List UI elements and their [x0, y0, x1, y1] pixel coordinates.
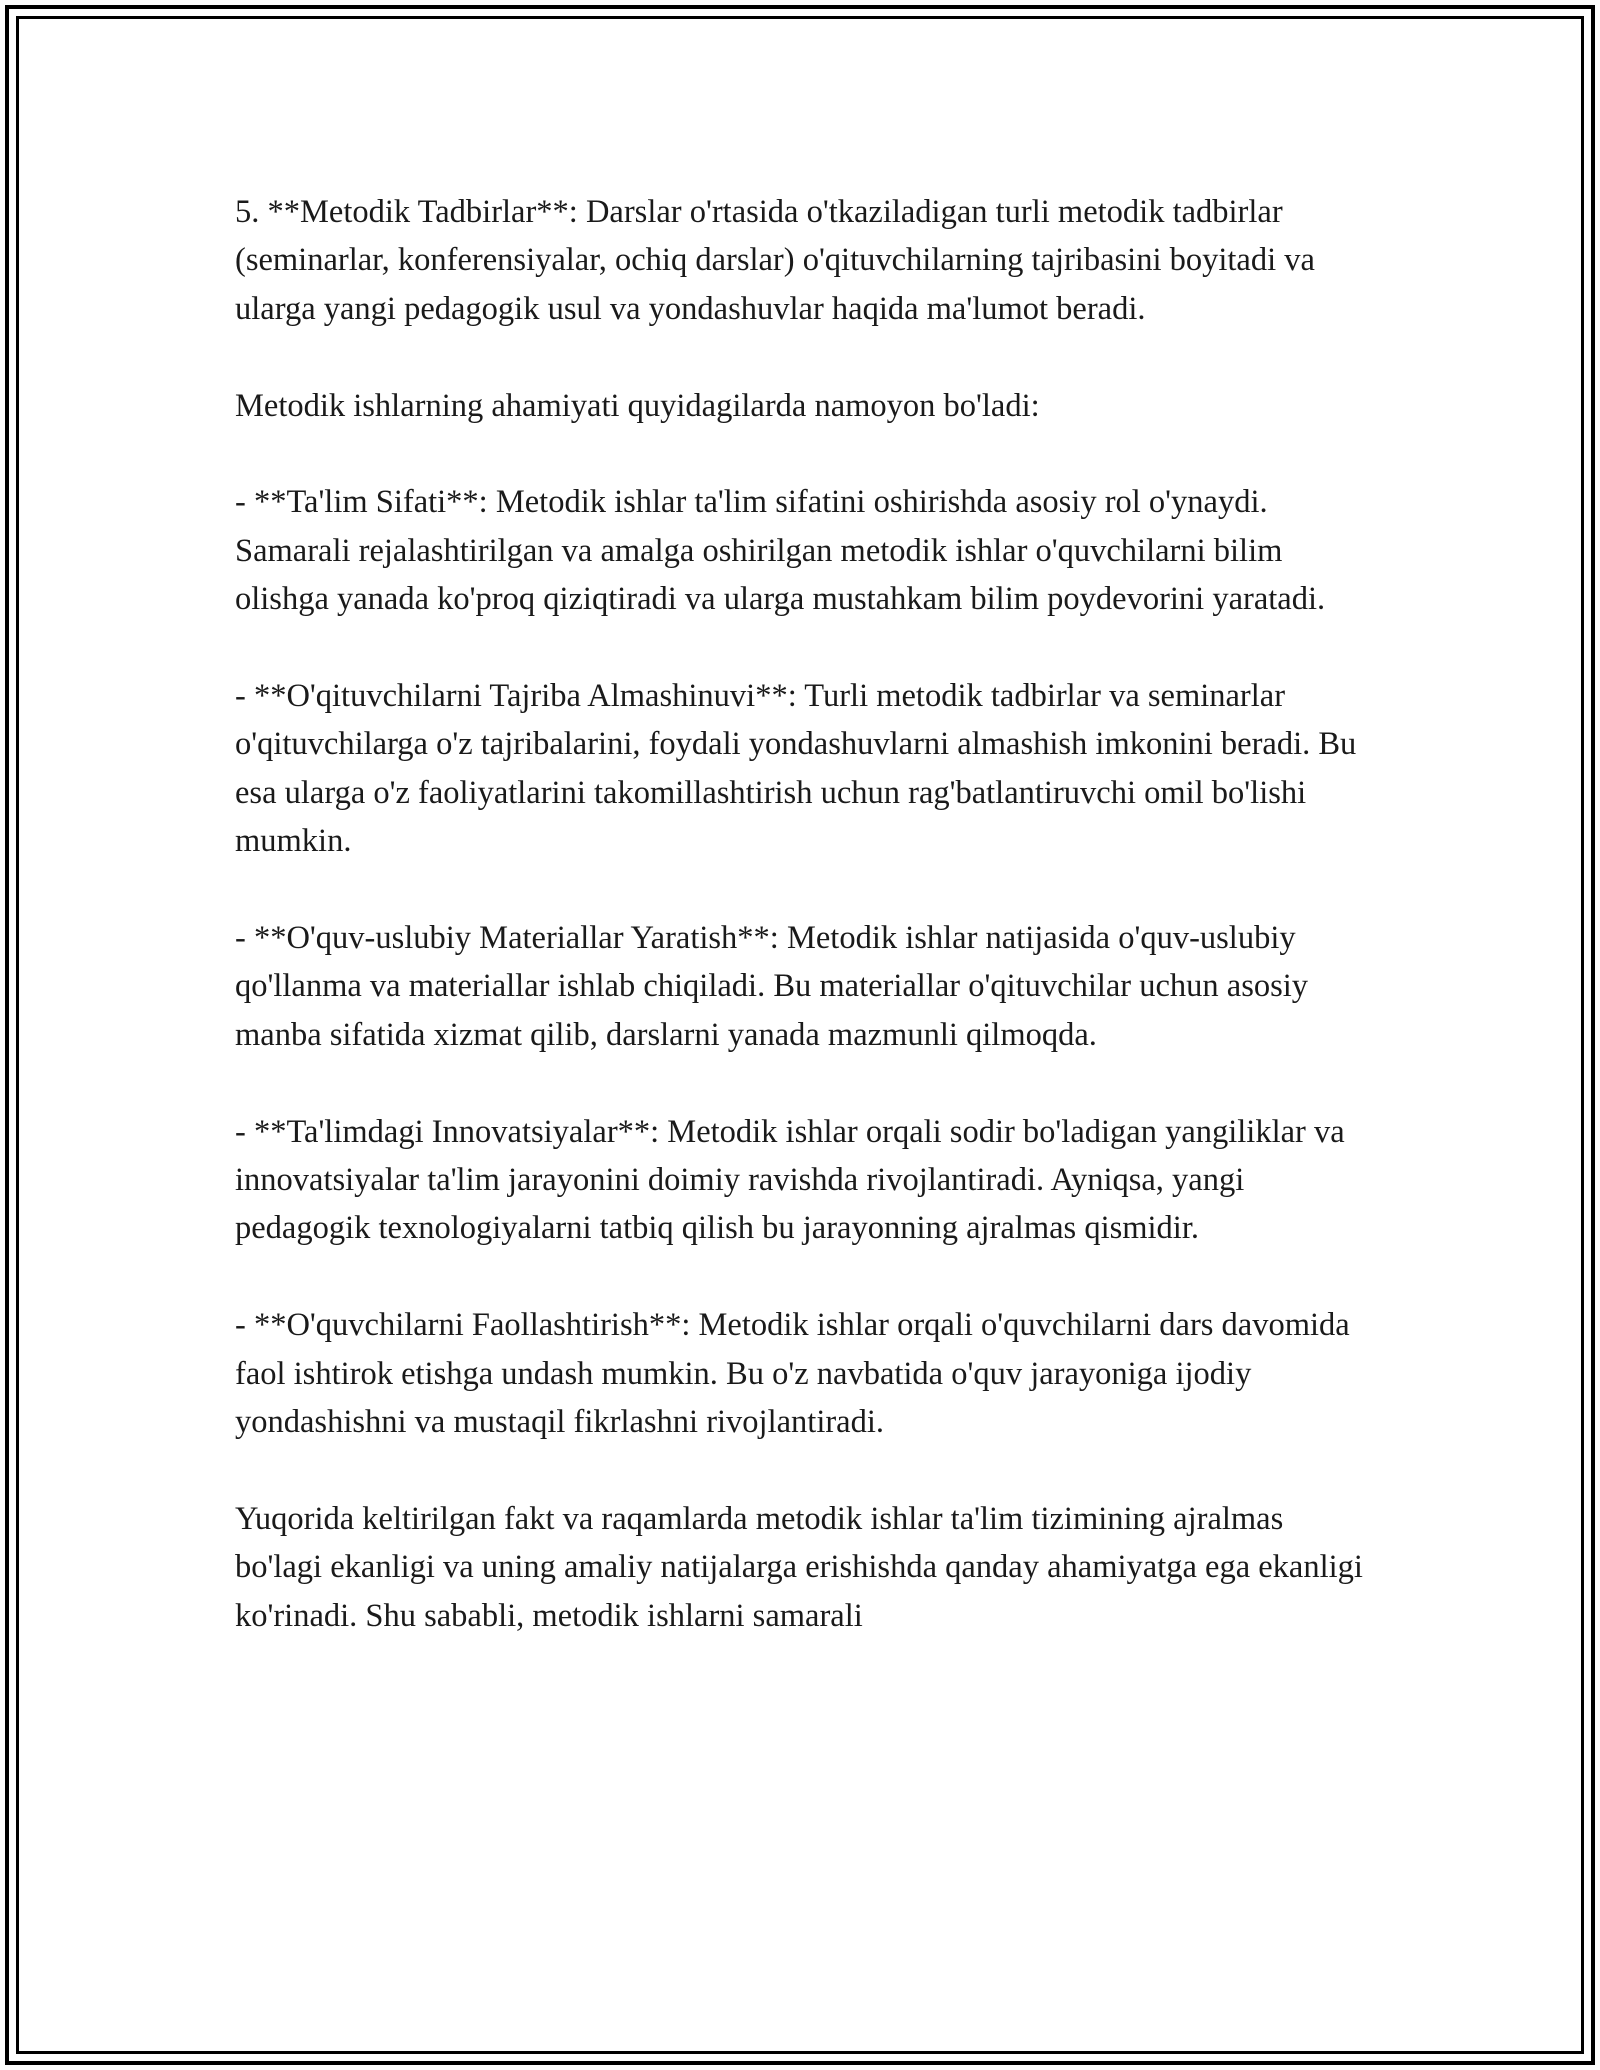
list-item-innovatsiyalar: - **Ta'limdagi Innovatsiyalar**: Metodik ishlar orqali sodir bo'ladigan yangiliklar va innovatsiyalar ta'lim jarayonini doimiy ravishda rivojlantiradi. Ayniqsa, yangi pedagogik texnologiyalarni tatbiq qilish bu jarayonning ajralmas qismidir.	[235, 1113, 1345, 1247]
list-item-talim-sifati: - **Ta'lim Sifati**: Metodik ishlar ta'lim sifatini oshirishda asosiy rol o'ynaydi. Samarali rejalashtirilgan va amalga oshirilgan metodik ishlar o'quvchilarni bilim olishga yanada ko'proq qiziqtiradi va ularga mustahkam bilim poydevorini yaratadi.	[235, 484, 1326, 618]
list-item-tajriba-almashinuvi: - **O'qituvchilarni Tajriba Almashinuvi**: Turli metodik tadbirlar va seminarlar o'qituvchilarga o'z tajribalarini, foydali yondashuvlarni almashish imkonini beradi. Bu esa ularga o'z faoliyatlarini takomillashtirish uchun rag'batlantiruvchi omil bo'lishi mumkin.	[235, 678, 1357, 860]
paragraph-metodik-tadbirlar: 5. **Metodik Tadbirlar**: Darslar o'rtasida o'tkaziladigan turli metodik tadbirlar (seminarlar, konferensiyalar, ochiq darslar) o'qituvchilarning tajribasini boyitadi va ularga yangi pedagogik usul va yondashuvlar haqida ma'lumot beradi.	[235, 194, 1315, 327]
list-item-materiallar-yaratish: - **O'quv-uslubiy Materiallar Yaratish**: Metodik ishlar natijasida o'quv-uslubiy qo'llanma va materiallar ishlab chiqiladi. Bu materiallar o'qituvchilar uchun asosiy manba sifatida xizmat qilib, darslarni yanada mazmunli qilmoqda.	[235, 920, 1309, 1053]
paragraph-conclusion: Yuqorida keltirilgan fakt va raqamlarda metodik ishlar ta'lim tizimining ajralmas bo'lagi ekanligi va uning amaliy natijalarga erishishda qanday ahamiyatga ega ekanligi ko'rinadi. Shu sababli, metodik ishlarni samarali	[235, 1500, 1363, 1634]
document-body	[235, 188, 1370, 1640]
list-item-faollashtirish: - **O'quvchilarni Faollashtirish**: Metodik ishlar orqali o'quvchilarni dars davomida faol ishtirok etishga undash mumkin. Bu o'z navbatida o'quv jarayoniga ijodiy yondashishni va mustaqil fikrlashni rivojlantiradi.	[235, 1307, 1350, 1441]
paragraph-ahamiyati-intro: Metodik ishlarning ahamiyati quyidagilarda namoyon bo'ladi:	[235, 387, 1040, 424]
